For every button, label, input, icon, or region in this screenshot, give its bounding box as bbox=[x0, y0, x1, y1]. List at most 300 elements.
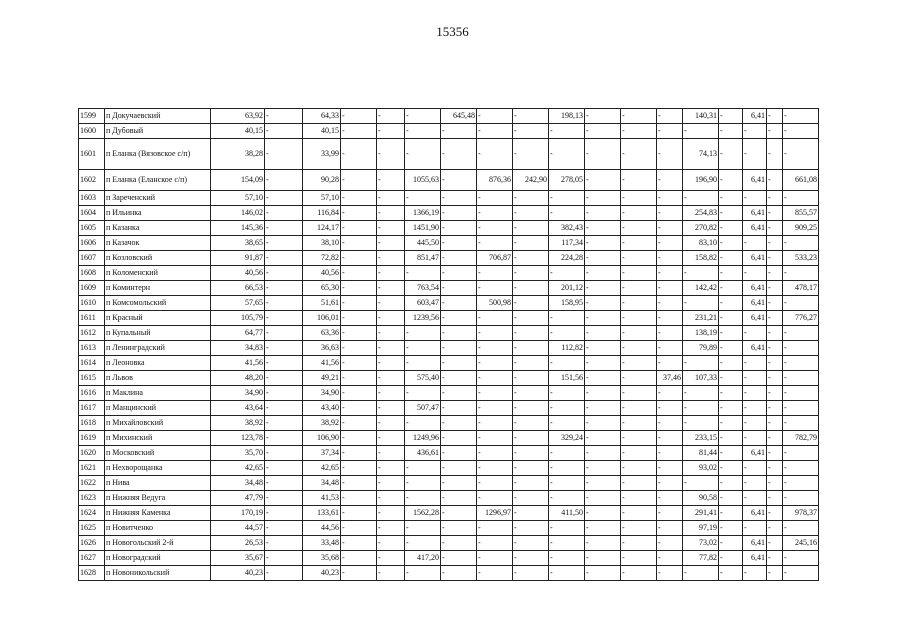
table-cell-row-id: 1612 bbox=[79, 326, 105, 341]
table-cell-dash: - bbox=[265, 311, 303, 326]
table-cell-value: - bbox=[405, 536, 441, 551]
table-cell-dash: - bbox=[265, 296, 303, 311]
table-cell-value: 35,68 bbox=[303, 551, 341, 566]
table-cell-value: 763,54 bbox=[405, 281, 441, 296]
table-cell-dash: - bbox=[265, 401, 303, 416]
table-cell-dash: - bbox=[719, 446, 743, 461]
table-cell-dash: - bbox=[265, 191, 303, 206]
table-cell-value: - bbox=[513, 296, 549, 311]
table-cell-value: 48,20 bbox=[211, 371, 265, 386]
table-cell-dash: - bbox=[377, 371, 405, 386]
table-cell-settlement-name: п Казачок bbox=[105, 236, 211, 251]
table-cell-value: - bbox=[549, 311, 585, 326]
table-cell-value: - bbox=[513, 491, 549, 506]
table-cell-dash: - bbox=[341, 296, 377, 311]
table-cell-settlement-name: п Новогольский 2-й bbox=[105, 536, 211, 551]
table-cell-value: 51,61 bbox=[303, 296, 341, 311]
table-row bbox=[79, 566, 819, 581]
table-cell-value: - bbox=[783, 551, 819, 566]
table-cell-row-id: 1615 bbox=[79, 371, 105, 386]
table-cell-row-id: 1604 bbox=[79, 206, 105, 221]
table-cell-settlement-name: п Новоникольский bbox=[105, 566, 211, 581]
table-cell-dash: - bbox=[621, 371, 657, 386]
table-cell-value: - bbox=[477, 326, 513, 341]
table-row bbox=[79, 356, 819, 371]
table-cell-value: - bbox=[405, 326, 441, 341]
table-cell-value: - bbox=[513, 416, 549, 431]
table-cell-value: 1296,97 bbox=[477, 506, 513, 521]
table-cell-dash: - bbox=[767, 266, 783, 281]
table-cell-settlement-name: п Нива bbox=[105, 476, 211, 491]
table-cell-dash: - bbox=[265, 506, 303, 521]
table-cell-settlement-name: п Маклина bbox=[105, 386, 211, 401]
table-cell-value: - bbox=[513, 446, 549, 461]
table-cell-row-id: 1603 bbox=[79, 191, 105, 206]
table-cell-value: 34,90 bbox=[303, 386, 341, 401]
table-cell-dash: - bbox=[377, 476, 405, 491]
table-cell-dash: - bbox=[767, 416, 783, 431]
table-cell-value: - bbox=[441, 251, 477, 266]
table-cell-value: 6,41 bbox=[743, 281, 767, 296]
table-cell-value: - bbox=[441, 124, 477, 139]
table-cell-value: - bbox=[549, 326, 585, 341]
table-cell-value: 478,17 bbox=[783, 281, 819, 296]
table-cell-value: - bbox=[743, 326, 767, 341]
table-cell-value: - bbox=[405, 191, 441, 206]
table-cell-value: - bbox=[743, 416, 767, 431]
table-cell-settlement-name: п Львов bbox=[105, 371, 211, 386]
table-cell-value: - bbox=[477, 401, 513, 416]
table-cell-value: 37,34 bbox=[303, 446, 341, 461]
table-cell-value: 83,10 bbox=[683, 236, 719, 251]
table-cell-dash: - bbox=[621, 341, 657, 356]
table-cell-value: - bbox=[477, 139, 513, 170]
table-cell-value: - bbox=[657, 296, 683, 311]
table-cell-value: 196,90 bbox=[683, 170, 719, 191]
table-cell-dash: - bbox=[341, 311, 377, 326]
table-cell-row-id: 1605 bbox=[79, 221, 105, 236]
table-cell-value: - bbox=[441, 371, 477, 386]
table-cell-value: - bbox=[549, 446, 585, 461]
table-cell-dash: - bbox=[719, 401, 743, 416]
table-cell-value: 41,56 bbox=[303, 356, 341, 371]
table-row bbox=[79, 401, 819, 416]
table-cell-value: - bbox=[441, 401, 477, 416]
table-cell-row-id: 1624 bbox=[79, 506, 105, 521]
table-row bbox=[79, 446, 819, 461]
table-cell-row-id: 1610 bbox=[79, 296, 105, 311]
table-cell-value: - bbox=[549, 266, 585, 281]
table-cell-value: - bbox=[783, 476, 819, 491]
table-cell-value: - bbox=[657, 551, 683, 566]
table-cell-value: 1249,96 bbox=[405, 431, 441, 446]
table-cell-value: - bbox=[683, 124, 719, 139]
table-cell-settlement-name: п Михинский bbox=[105, 431, 211, 446]
table-cell-dash: - bbox=[377, 124, 405, 139]
table-cell-value: - bbox=[513, 139, 549, 170]
table-cell-dash: - bbox=[377, 109, 405, 124]
table-cell-value: - bbox=[657, 431, 683, 446]
table-cell-row-id: 1619 bbox=[79, 431, 105, 446]
table-cell-value: 6,41 bbox=[743, 109, 767, 124]
table-cell-value: - bbox=[657, 266, 683, 281]
table-cell-dash: - bbox=[265, 266, 303, 281]
table-cell-settlement-name: п Докучаевский bbox=[105, 109, 211, 124]
table-cell-value: 776,27 bbox=[783, 311, 819, 326]
table-cell-value: - bbox=[657, 521, 683, 536]
table-cell-dash: - bbox=[767, 386, 783, 401]
table-cell-value: - bbox=[683, 401, 719, 416]
table-row bbox=[79, 236, 819, 251]
table-cell-value: - bbox=[405, 461, 441, 476]
table-cell-value: - bbox=[743, 124, 767, 139]
data-table bbox=[78, 108, 819, 581]
table-cell-dash: - bbox=[585, 521, 621, 536]
table-cell-value: 661,08 bbox=[783, 170, 819, 191]
table-cell-dash: - bbox=[265, 356, 303, 371]
table-cell-settlement-name: п Ленинградский bbox=[105, 341, 211, 356]
table-cell-value: 575,40 bbox=[405, 371, 441, 386]
table-cell-dash: - bbox=[377, 139, 405, 170]
table-cell-settlement-name: п Манцинский bbox=[105, 401, 211, 416]
table-cell-value: 73,02 bbox=[683, 536, 719, 551]
table-cell-dash: - bbox=[377, 326, 405, 341]
table-cell-settlement-name: п Еланка (Еланское с/п) bbox=[105, 170, 211, 191]
table-cell-value: 26,53 bbox=[211, 536, 265, 551]
table-cell-dash: - bbox=[341, 431, 377, 446]
table-cell-dash: - bbox=[621, 506, 657, 521]
table-cell-value: - bbox=[477, 521, 513, 536]
table-cell-value: - bbox=[657, 109, 683, 124]
table-cell-dash: - bbox=[719, 371, 743, 386]
table-cell-dash: - bbox=[719, 281, 743, 296]
table-cell-dash: - bbox=[585, 296, 621, 311]
table-cell-row-id: 1620 bbox=[79, 446, 105, 461]
table-cell-dash: - bbox=[585, 326, 621, 341]
table-cell-dash: - bbox=[377, 521, 405, 536]
table-cell-value: - bbox=[441, 536, 477, 551]
table-cell-value: - bbox=[441, 296, 477, 311]
table-cell-value: 105,79 bbox=[211, 311, 265, 326]
table-cell-value: 133,61 bbox=[303, 506, 341, 521]
table-cell-row-id: 1627 bbox=[79, 551, 105, 566]
table-cell-value: - bbox=[513, 461, 549, 476]
table-cell-value: 41,53 bbox=[303, 491, 341, 506]
table-cell-value: 6,41 bbox=[743, 551, 767, 566]
table-cell-dash: - bbox=[585, 341, 621, 356]
table-cell-value: - bbox=[683, 416, 719, 431]
table-cell-value: 37,46 bbox=[657, 371, 683, 386]
table-cell-value: - bbox=[477, 356, 513, 371]
table-cell-dash: - bbox=[341, 341, 377, 356]
table-cell-value: - bbox=[513, 326, 549, 341]
table-cell-row-id: 1609 bbox=[79, 281, 105, 296]
table-cell-dash: - bbox=[621, 566, 657, 581]
table-cell-dash: - bbox=[265, 206, 303, 221]
table-cell-value: - bbox=[657, 401, 683, 416]
table-cell-value: - bbox=[405, 386, 441, 401]
table-cell-value: 117,34 bbox=[549, 236, 585, 251]
table-cell-dash: - bbox=[621, 221, 657, 236]
table-cell-dash: - bbox=[341, 551, 377, 566]
table-cell-dash: - bbox=[767, 124, 783, 139]
table-cell-settlement-name: п Нижняя Ведуга bbox=[105, 491, 211, 506]
table-cell-dash: - bbox=[377, 281, 405, 296]
table-cell-dash: - bbox=[377, 341, 405, 356]
table-cell-value: 645,48 bbox=[441, 109, 477, 124]
table-cell-value: - bbox=[405, 356, 441, 371]
table-cell-value: - bbox=[783, 371, 819, 386]
table-cell-value: - bbox=[657, 221, 683, 236]
table-cell-value: 79,89 bbox=[683, 341, 719, 356]
table-cell-dash: - bbox=[341, 191, 377, 206]
table-cell-value: 33,48 bbox=[303, 536, 341, 551]
table-cell-settlement-name: п Красный bbox=[105, 311, 211, 326]
table-cell-value: 41,56 bbox=[211, 356, 265, 371]
table-cell-value: 603,47 bbox=[405, 296, 441, 311]
table-cell-value: 93,02 bbox=[683, 461, 719, 476]
table-cell-value: 224,28 bbox=[549, 251, 585, 266]
table-cell-settlement-name: п Московский bbox=[105, 446, 211, 461]
table-cell-settlement-name: п Дубовый bbox=[105, 124, 211, 139]
table-row bbox=[79, 296, 819, 311]
table-cell-dash: - bbox=[265, 386, 303, 401]
table-cell-value: - bbox=[441, 266, 477, 281]
table-cell-value: - bbox=[683, 191, 719, 206]
table-cell-dash: - bbox=[767, 551, 783, 566]
table-cell-dash: - bbox=[767, 476, 783, 491]
table-cell-value: 242,90 bbox=[513, 170, 549, 191]
table-cell-value: 40,56 bbox=[211, 266, 265, 281]
table-cell-value: - bbox=[743, 401, 767, 416]
table-row bbox=[79, 124, 819, 139]
table-cell-value: - bbox=[657, 566, 683, 581]
table-cell-value: - bbox=[477, 341, 513, 356]
table-cell-dash: - bbox=[585, 206, 621, 221]
table-cell-dash: - bbox=[585, 356, 621, 371]
table-cell-value: - bbox=[783, 191, 819, 206]
table-cell-dash: - bbox=[377, 551, 405, 566]
table-cell-dash: - bbox=[621, 206, 657, 221]
table-cell-dash: - bbox=[585, 371, 621, 386]
table-cell-value: 49,21 bbox=[303, 371, 341, 386]
table-cell-dash: - bbox=[621, 109, 657, 124]
table-cell-value: - bbox=[657, 341, 683, 356]
table-row bbox=[79, 281, 819, 296]
table-cell-value: 6,41 bbox=[743, 341, 767, 356]
table-cell-value: - bbox=[405, 139, 441, 170]
table-cell-value: - bbox=[441, 341, 477, 356]
table-cell-value: 417,20 bbox=[405, 551, 441, 566]
table-cell-value: - bbox=[783, 386, 819, 401]
table-cell-dash: - bbox=[621, 139, 657, 170]
table-cell-value: 57,10 bbox=[303, 191, 341, 206]
table-cell-dash: - bbox=[265, 281, 303, 296]
table-cell-dash: - bbox=[719, 326, 743, 341]
table-row bbox=[79, 251, 819, 266]
table-cell-value: 47,79 bbox=[211, 491, 265, 506]
table-row bbox=[79, 221, 819, 236]
table-row bbox=[79, 521, 819, 536]
table-cell-dash: - bbox=[767, 326, 783, 341]
table-cell-row-id: 1618 bbox=[79, 416, 105, 431]
table-cell-row-id: 1626 bbox=[79, 536, 105, 551]
table-cell-value: - bbox=[477, 431, 513, 446]
table-cell-dash: - bbox=[767, 431, 783, 446]
table-cell-dash: - bbox=[719, 416, 743, 431]
table-cell-value: - bbox=[477, 221, 513, 236]
table-cell-value: 146,02 bbox=[211, 206, 265, 221]
table-cell-value: - bbox=[513, 371, 549, 386]
table-cell-dash: - bbox=[341, 446, 377, 461]
table-cell-row-id: 1608 bbox=[79, 266, 105, 281]
table-cell-value: 44,56 bbox=[303, 521, 341, 536]
table-cell-dash: - bbox=[265, 446, 303, 461]
table-cell-dash: - bbox=[377, 266, 405, 281]
table-cell-dash: - bbox=[767, 356, 783, 371]
table-row bbox=[79, 371, 819, 386]
table-cell-value: - bbox=[405, 566, 441, 581]
table-cell-value: - bbox=[441, 221, 477, 236]
table-cell-dash: - bbox=[377, 311, 405, 326]
table-cell-value: - bbox=[477, 476, 513, 491]
table-cell-dash: - bbox=[767, 170, 783, 191]
table-cell-value: 6,41 bbox=[743, 170, 767, 191]
table-cell-dash: - bbox=[767, 461, 783, 476]
table-cell-value: - bbox=[657, 386, 683, 401]
table-cell-dash: - bbox=[719, 170, 743, 191]
table-cell-value: - bbox=[441, 170, 477, 191]
table-cell-value: - bbox=[783, 446, 819, 461]
table-cell-value: - bbox=[743, 356, 767, 371]
table-cell-dash: - bbox=[341, 506, 377, 521]
table-cell-dash: - bbox=[585, 536, 621, 551]
table-row bbox=[79, 326, 819, 341]
table-cell-dash: - bbox=[621, 446, 657, 461]
table-cell-dash: - bbox=[265, 476, 303, 491]
table-cell-value: 40,15 bbox=[303, 124, 341, 139]
table-cell-dash: - bbox=[585, 281, 621, 296]
page-number: 15356 bbox=[436, 24, 469, 39]
table-cell-settlement-name: п Нехворощанка bbox=[105, 461, 211, 476]
table-cell-value: 35,67 bbox=[211, 551, 265, 566]
table-cell-dash: - bbox=[719, 341, 743, 356]
table-cell-dash: - bbox=[341, 356, 377, 371]
table-cell-value: - bbox=[405, 341, 441, 356]
table-cell-value: - bbox=[657, 476, 683, 491]
table-cell-value: - bbox=[513, 551, 549, 566]
table-cell-value: 233,15 bbox=[683, 431, 719, 446]
table-cell-dash: - bbox=[377, 236, 405, 251]
table-cell-value: 231,21 bbox=[683, 311, 719, 326]
table-cell-value: 33,99 bbox=[303, 139, 341, 170]
table-cell-value: - bbox=[441, 566, 477, 581]
table-cell-row-id: 1625 bbox=[79, 521, 105, 536]
table-cell-dash: - bbox=[377, 506, 405, 521]
table-cell-dash: - bbox=[767, 191, 783, 206]
table-cell-value: 38,10 bbox=[303, 236, 341, 251]
table-cell-value: 40,56 bbox=[303, 266, 341, 281]
table-cell-dash: - bbox=[341, 491, 377, 506]
table-cell-settlement-name: п Леоновка bbox=[105, 356, 211, 371]
table-cell-value: 198,13 bbox=[549, 109, 585, 124]
table-cell-settlement-name: п Козловский bbox=[105, 251, 211, 266]
table-row bbox=[79, 386, 819, 401]
table-cell-value: 65,30 bbox=[303, 281, 341, 296]
table-cell-row-id: 1602 bbox=[79, 170, 105, 191]
table-cell-dash: - bbox=[377, 251, 405, 266]
table-row bbox=[79, 536, 819, 551]
table-cell-dash: - bbox=[585, 236, 621, 251]
table-cell-value: - bbox=[683, 386, 719, 401]
table-cell-value: - bbox=[657, 281, 683, 296]
table-cell-value: - bbox=[513, 124, 549, 139]
table-cell-dash: - bbox=[767, 206, 783, 221]
table-cell-value: - bbox=[477, 266, 513, 281]
table-cell-dash: - bbox=[767, 281, 783, 296]
table-row bbox=[79, 109, 819, 124]
table-cell-value: 34,83 bbox=[211, 341, 265, 356]
table-cell-dash: - bbox=[585, 251, 621, 266]
table-cell-value: 6,41 bbox=[743, 311, 767, 326]
table-row bbox=[79, 311, 819, 326]
table-row bbox=[79, 341, 819, 356]
table-cell-dash: - bbox=[377, 206, 405, 221]
table-cell-dash: - bbox=[767, 251, 783, 266]
table-cell-dash: - bbox=[341, 109, 377, 124]
table-cell-dash: - bbox=[719, 491, 743, 506]
table-cell-value: 142,42 bbox=[683, 281, 719, 296]
table-cell-dash: - bbox=[719, 221, 743, 236]
table-cell-dash: - bbox=[719, 506, 743, 521]
table-cell-value: 42,65 bbox=[303, 461, 341, 476]
table-cell-value: 706,87 bbox=[477, 251, 513, 266]
table-cell-dash: - bbox=[341, 401, 377, 416]
table-cell-value: 63,36 bbox=[303, 326, 341, 341]
table-cell-value: - bbox=[405, 124, 441, 139]
table-cell-value: 1366,19 bbox=[405, 206, 441, 221]
table-cell-value: 1055,63 bbox=[405, 170, 441, 191]
table-cell-dash: - bbox=[341, 266, 377, 281]
table-cell-dash: - bbox=[585, 506, 621, 521]
table-cell-dash: - bbox=[767, 311, 783, 326]
table-cell-value: - bbox=[743, 386, 767, 401]
table-cell-value: - bbox=[513, 251, 549, 266]
table-cell-dash: - bbox=[719, 431, 743, 446]
table-cell-dash: - bbox=[719, 139, 743, 170]
table-cell-dash: - bbox=[265, 326, 303, 341]
table-cell-dash: - bbox=[621, 431, 657, 446]
table-cell-value: - bbox=[477, 461, 513, 476]
table-cell-value: 201,12 bbox=[549, 281, 585, 296]
table-cell-value: 112,82 bbox=[549, 341, 585, 356]
table-cell-value: 154,09 bbox=[211, 170, 265, 191]
table-cell-dash: - bbox=[341, 251, 377, 266]
table-cell-value: 782,79 bbox=[783, 431, 819, 446]
table-cell-value: 34,48 bbox=[303, 476, 341, 491]
table-row bbox=[79, 206, 819, 221]
table-cell-value: - bbox=[405, 476, 441, 491]
table-cell-value: - bbox=[783, 326, 819, 341]
table-cell-dash: - bbox=[719, 461, 743, 476]
table-cell-dash: - bbox=[767, 521, 783, 536]
table-cell-value: - bbox=[657, 236, 683, 251]
table-cell-dash: - bbox=[265, 551, 303, 566]
table-cell-value: 44,57 bbox=[211, 521, 265, 536]
table-cell-value: - bbox=[657, 356, 683, 371]
table-cell-value: - bbox=[513, 356, 549, 371]
table-cell-value: - bbox=[657, 461, 683, 476]
